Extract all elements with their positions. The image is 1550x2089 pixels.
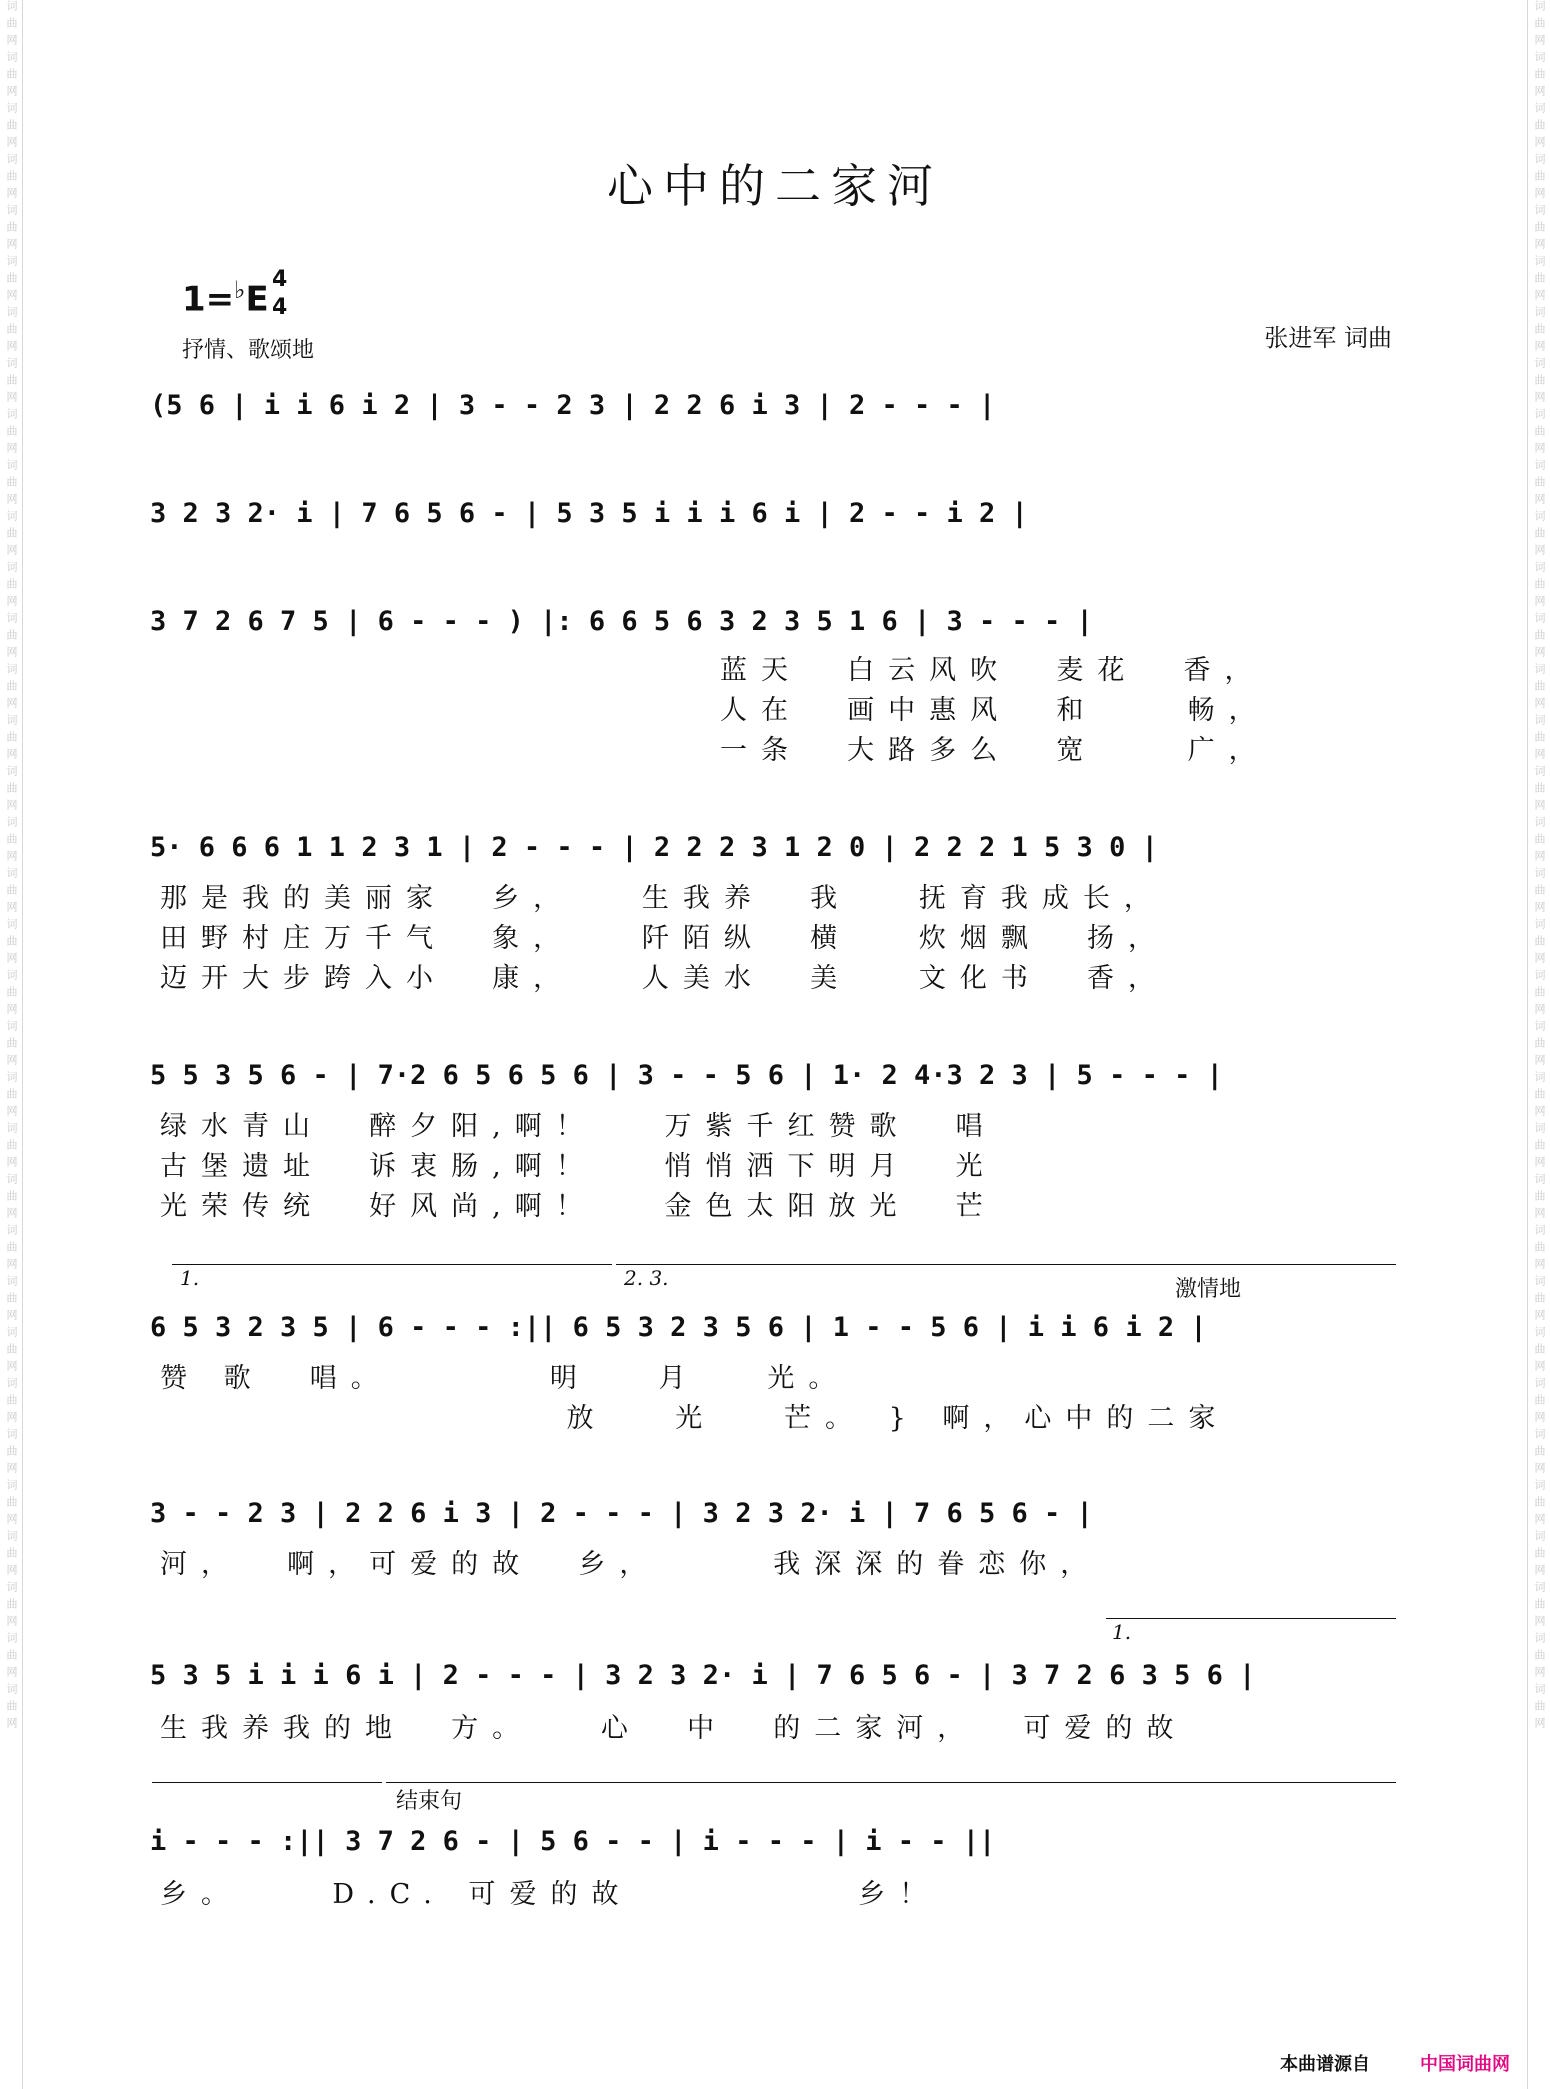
ending-1-bracket: [172, 1264, 612, 1265]
song-title: 心中的二家河: [607, 159, 943, 213]
score-system-9: [150, 1820, 1400, 1930]
notes-row: [150, 826, 1400, 870]
score-system-8: [150, 1654, 1400, 1764]
left-watermark-text: 词曲网词曲网词曲网词曲网词曲网词曲网词曲网词曲网词曲网词曲网词曲网词曲网词曲网词曲网词曲网词曲网词曲网词曲网词曲网词曲网词曲网词曲网词曲网词曲网词曲网词曲网词曲网词曲网词曲网词曲网词曲网词曲网词曲网词曲网: [5, 0, 18, 1734]
lyric-verse-3: 一条 大路多么 宽 广，: [720, 735, 1270, 766]
lyric-verse-1: 那是我的美丽家 乡， 生我养 我 抚育我成长，: [160, 883, 1165, 914]
notes-row: [150, 384, 1400, 428]
notes-text: (5 6 | i i 6 i 2 | 3 - - 2 3 | 2 2 6 i 3 | 2 - - - |: [150, 390, 996, 421]
score-system-3: [150, 600, 1400, 780]
lyric-verse-3: 迈开大步跨入小 康， 人美水 美 文化书 香，: [160, 963, 1169, 994]
ending-1-label: 1.: [180, 1266, 200, 1290]
score-system-5: [150, 1054, 1400, 1224]
lyric-verse-2: 古堡遗址 诉衷肠,啊！ 悄悄洒下明月 光: [160, 1151, 997, 1182]
ending-1b-bracket: [1106, 1618, 1396, 1619]
lyric-verse-2: 人在 画中惠风 和 畅，: [720, 695, 1270, 726]
score-system-7: [150, 1492, 1400, 1602]
lyric-line: 乡。 D.C. 可爱的故 乡！: [160, 1879, 941, 1910]
notes-row: [150, 1654, 1400, 1698]
notes-text: i - - - :|| 3 7 2 6 - | 5 6 - - | i - - - | i - - ||: [150, 1826, 996, 1857]
notes-row: [150, 600, 1400, 644]
lyric-verse-1: 蓝天 白云风吹 麦花 香，: [720, 655, 1266, 686]
score-system-4: [150, 826, 1400, 996]
right-watermark-strip: [1527, 0, 1550, 2089]
ending-1b-label: 1.: [1112, 1620, 1132, 1644]
lyric-line-1: 赞 歌 唱。 明 月 光。: [160, 1363, 850, 1394]
notes-row: [150, 1306, 1400, 1350]
notes-row: [150, 492, 1400, 536]
score-system-2: [150, 492, 1400, 552]
lyric-line: 生我养我的地 方。 心 中 的二家河， 可爱的故: [160, 1713, 1188, 1744]
lyric-verse-1: 绿水青山 醉夕阳,啊！ 万紫千红赞歌 唱: [160, 1111, 997, 1142]
notes-row: [150, 1054, 1400, 1098]
left-watermark-strip: [0, 0, 23, 2089]
notes-text: 6 5 3 2 3 5 | 6 - - - :|| 6 5 3 2 3 5 6 | 1 - - 5 6 | i i 6 i 2 |: [150, 1312, 1207, 1343]
meter-denominator: 4: [272, 295, 288, 320]
notes-text: 5 5 3 5 6 - | 7·2 6 5 6 5 6 | 3 - - 5 6 | 1· 2 4·3 2 3 | 5 - - - |: [150, 1060, 1223, 1091]
score-system-1: [150, 384, 1400, 444]
ending-2-bracket: [152, 1782, 382, 1783]
notes-text: 3 2 3 2· i | 7 6 5 6 - | 5 3 5 i i i 6 i | 2 - - i 2 |: [150, 498, 1028, 529]
right-watermark-text: 词曲网词曲网词曲网词曲网词曲网词曲网词曲网词曲网词曲网词曲网词曲网词曲网词曲网词曲网词曲网词曲网词曲网词曲网词曲网词曲网词曲网词曲网词曲网词曲网词曲网词曲网词曲网词曲网词曲网词曲网词曲网词曲网词曲网词曲网: [1533, 0, 1546, 1734]
notes-row: [150, 1820, 1400, 1864]
coda-bracket: [386, 1782, 1396, 1783]
notes-text: 3 7 2 6 7 5 | 6 - - - ) |: 6 6 5 6 3 2 3 5 1 6 | 3 - - - |: [150, 606, 1093, 637]
passionate-marking: 激情地: [1175, 1277, 1242, 1302]
footer-source: 本曲谱源自: [1280, 2054, 1370, 2075]
lyric-verse-2: 田野村庄万千气 象， 阡陌纵 横 炊烟飘 扬，: [160, 923, 1169, 954]
lyric-verse-3: 光荣传统 好风尚,啊！ 金色太阳放光 芒: [160, 1191, 997, 1222]
notes-text: 3 - - 2 3 | 2 2 6 i 3 | 2 - - - | 3 2 3 2· i | 7 6 5 6 - |: [150, 1498, 1093, 1529]
ending-23-bracket: [616, 1264, 1396, 1265]
notes-text: 5· 6 6 6 1 1 2 3 1 | 2 - - - | 2 2 2 3 1 2 0 | 2 2 2 1 5 3 0 |: [150, 832, 1158, 863]
score-system-6: [150, 1306, 1400, 1436]
meter-numerator: 4: [272, 267, 288, 292]
author-credit: 张进军 词曲: [1264, 324, 1392, 352]
time-signature: [272, 266, 287, 322]
key-prefix: 1=: [182, 279, 235, 320]
notes-row: [150, 1492, 1400, 1536]
key-signature: [182, 276, 269, 319]
lyric-line-2: 放 光 芒。 } 啊，心中的二家: [160, 1403, 1230, 1434]
footer-site-link[interactable]: 中国词曲网: [1420, 2054, 1510, 2075]
notes-text: 5 3 5 i i i 6 i | 2 - - - | 3 2 3 2· i | 7 6 5 6 - | 3 7 2 6 3 5 6 |: [150, 1660, 1256, 1691]
key-note: E: [245, 279, 269, 320]
flat-symbol: ♭: [234, 276, 246, 304]
lyric-line: 河， 啊，可爱的故 乡， 我深深的眷恋你，: [160, 1549, 1102, 1580]
coda-label: 结束句: [396, 1789, 463, 1814]
tempo-marking: 抒情、歌颂地: [182, 338, 315, 363]
ending-23-label: 2. 3.: [624, 1266, 669, 1290]
